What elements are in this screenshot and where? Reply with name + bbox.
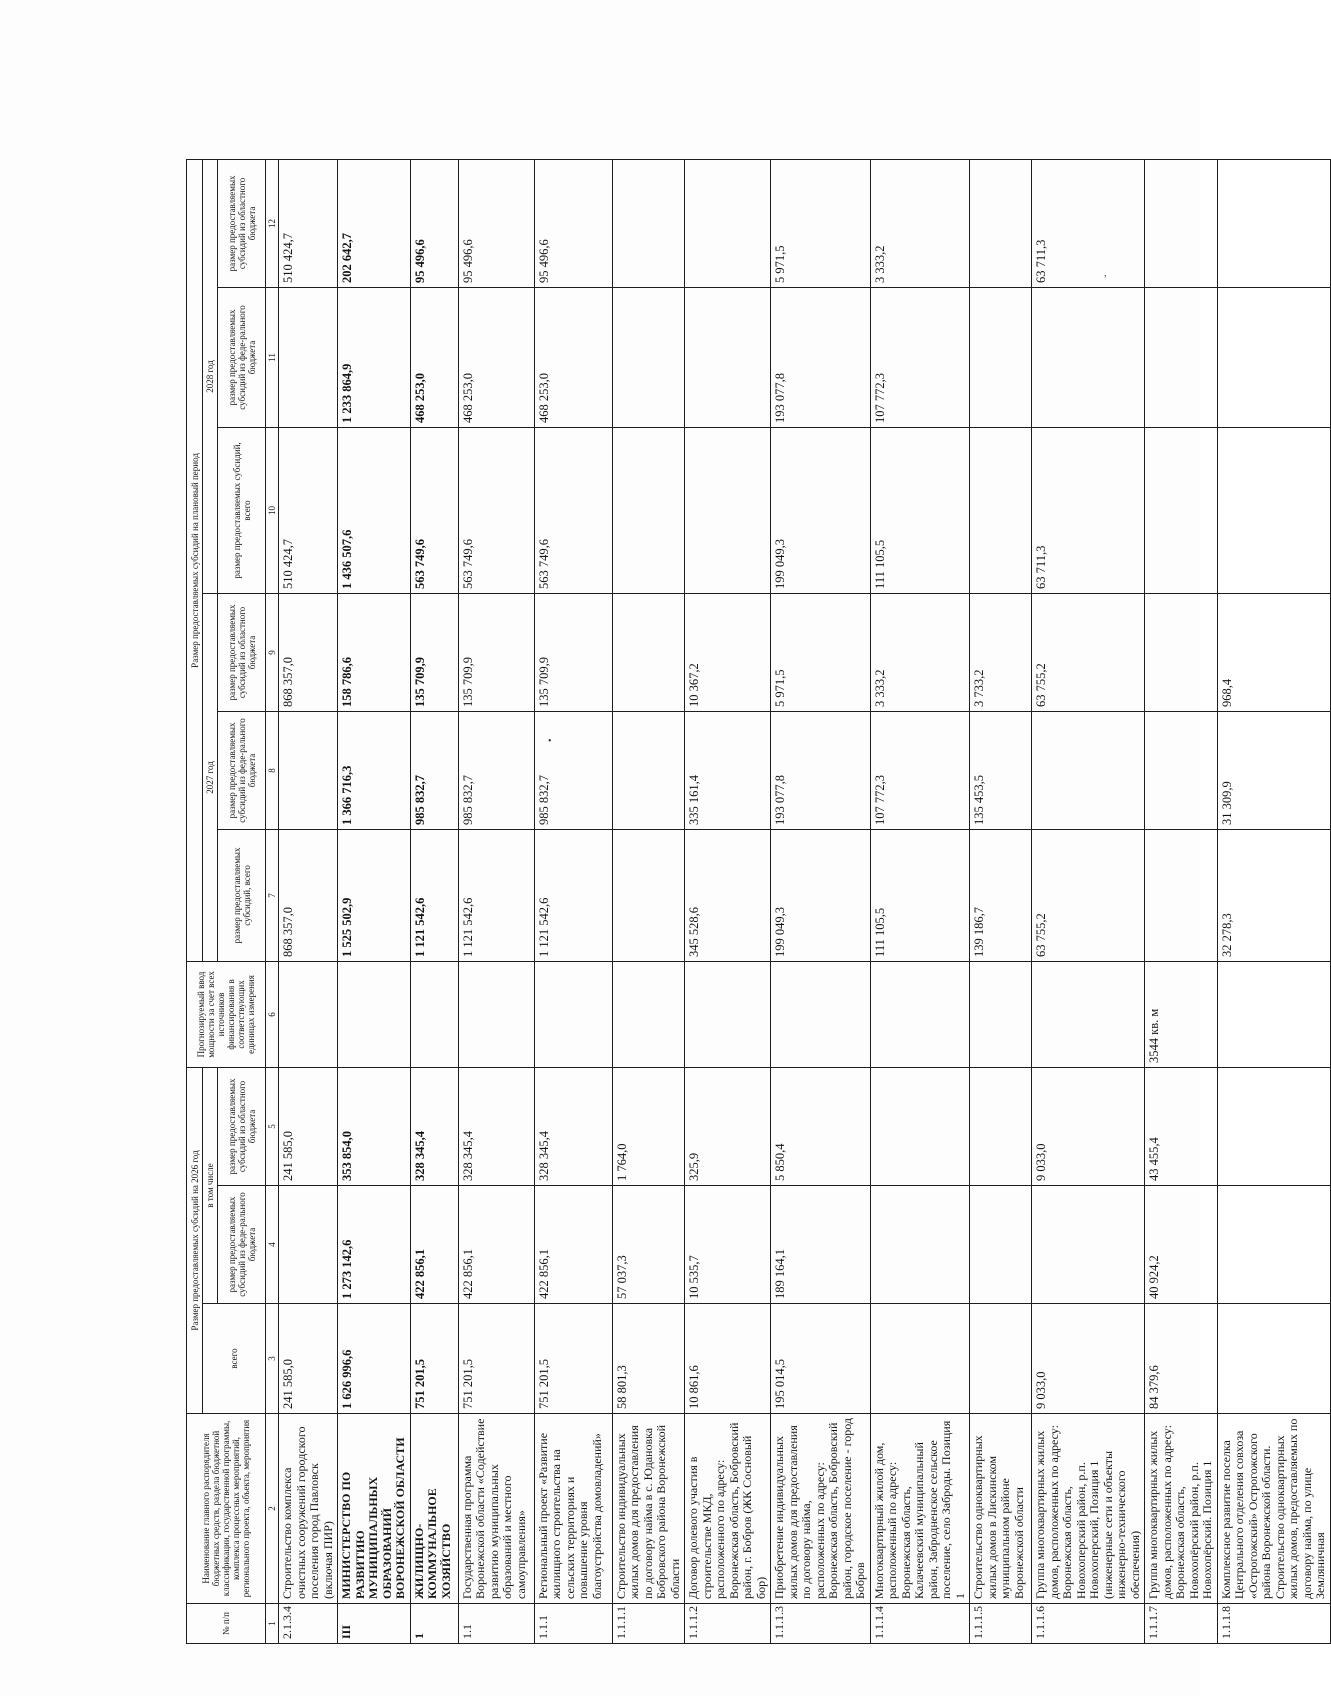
row-value: 5 971,5 <box>771 593 871 711</box>
row-value: 5 850,4 <box>771 1067 871 1185</box>
row-value: 345 528,6 <box>685 829 771 961</box>
row-value <box>279 961 338 1067</box>
row-value <box>612 711 685 829</box>
row-code: 1.1.1.6 <box>1032 1604 1145 1644</box>
row-value: 43 455,4 <box>1145 1067 1218 1185</box>
row-value <box>970 427 1032 593</box>
row-value <box>970 1067 1032 1185</box>
row-name: МИНИСТЕРСТВО ПО РАЗВИТИЮ МУНИЦИПАЛЬНЫХ ОБРАЗОВАНИЙ ВОРОНЕЖСКОЙ ОБЛАСТИ <box>338 1414 411 1604</box>
header-2026-fed: размер предоставляемых субсидий из феде-рального бюджета <box>218 1186 266 1304</box>
row-value: 63 711,3 <box>1032 159 1145 287</box>
row-value <box>970 1304 1032 1414</box>
row-code: III <box>338 1604 411 1644</box>
col-number: 6 <box>266 961 279 1067</box>
row-value: 9 033,0 <box>1032 1067 1145 1185</box>
row-value: 1 273 142,6 <box>338 1186 411 1304</box>
row-value <box>1145 711 1218 829</box>
row-value: 751 201,5 <box>534 1304 612 1414</box>
row-value <box>1217 1304 1330 1414</box>
header-plan-period: Размер предоставляемых субсидий на плановый период <box>187 159 203 961</box>
row-value: 9 033,0 <box>1032 1304 1145 1414</box>
row-value: 58 801,3 <box>612 1304 685 1414</box>
row-code: 1.1.1.4 <box>870 1604 970 1644</box>
row-value <box>870 1067 970 1185</box>
row-value: 1 626 996,6 <box>338 1304 411 1414</box>
row-name: Строительство индивидуальных жилых домов для предоставления по договору найма в с. Юдановка Бобровского района Воронежской области <box>612 1414 685 1604</box>
row-value <box>685 159 771 287</box>
row-value <box>279 711 338 829</box>
header-name: Наименование главного распорядителя бюджетных средств, раздела бюджетной классификации, государственной программы, комплекса процессных мероприятий, регионального проекта, объекта, мероприятия <box>187 1414 266 1604</box>
row-value: 193 077,8 <box>771 287 871 427</box>
row-value: 1 436 507,6 <box>338 427 411 593</box>
row-value: 422 856,1 <box>410 1186 458 1304</box>
col-number: 12 <box>266 159 279 287</box>
row-value: 31 309,9 <box>1217 711 1330 829</box>
row-value <box>279 287 338 427</box>
row-value: 57 037,3 <box>612 1186 685 1304</box>
row-value: 3544 кв. м <box>1145 961 1218 1067</box>
row-value: 3 333,2 <box>870 593 970 711</box>
row-value: 1 121 542,6 <box>458 829 534 961</box>
row-value: 189 164,1 <box>771 1186 871 1304</box>
row-value <box>771 961 871 1067</box>
header-2028-reg: размер предоставляемых субсидий из областного бюджета <box>218 159 266 287</box>
row-value: 241 585,0 <box>279 1067 338 1185</box>
table-row <box>1217 159 1330 1643</box>
row-value <box>410 961 458 1067</box>
row-code: 1.1.1.3 <box>771 1604 871 1644</box>
col-number: 4 <box>266 1186 279 1304</box>
row-value: 751 201,5 <box>458 1304 534 1414</box>
table-row <box>771 159 871 1643</box>
row-value: 84 379,6 <box>1145 1304 1218 1414</box>
header-num: № п/п <box>187 1604 266 1644</box>
row-value <box>458 961 534 1067</box>
row-value: 328 345,4 <box>410 1067 458 1185</box>
row-value: 468 253,0 <box>534 287 612 427</box>
row-value: 202 642,7 <box>338 159 411 287</box>
row-value: 1 525 502,9 <box>338 829 411 961</box>
row-value <box>1217 427 1330 593</box>
row-code: 1.1.1.8 <box>1217 1604 1330 1644</box>
row-code: 1.1.1.5 <box>970 1604 1032 1644</box>
table-row <box>612 159 685 1643</box>
row-value <box>870 961 970 1067</box>
row-value: 1 764,0 <box>612 1067 685 1185</box>
row-value: 563 749,6 <box>410 427 458 593</box>
row-value: 5 971,5 <box>771 159 871 287</box>
header-capacity: Прогнозируемый ввод мощности за счет всех источников финансирования в соответствующих единицах измерения <box>187 961 266 1067</box>
row-value: 135 709,9 <box>410 593 458 711</box>
row-value <box>970 159 1032 287</box>
row-value: 510 424,7 <box>279 159 338 287</box>
row-value: 107 772,3 <box>870 711 970 829</box>
row-value <box>1145 159 1218 287</box>
table-row <box>1032 159 1145 1643</box>
row-name: Группа многоквартирных жилых домов, расположенных по адресу: Воронежская область, Новохоперский район, р.п. Новохоперский, Позиция 1 (инженерные сети и объекты инженерно-технического обеспечения) <box>1032 1414 1145 1604</box>
subsidies-table <box>186 159 1331 1644</box>
row-value: 135 709,9 <box>534 593 612 711</box>
row-value: 468 253,0 <box>410 287 458 427</box>
row-value <box>534 961 612 1067</box>
row-value: 563 749,6 <box>458 427 534 593</box>
row-value <box>1032 961 1145 1067</box>
table-row <box>338 159 411 1643</box>
table-row <box>279 159 338 1643</box>
header-2027-reg: размер предоставляемых субсидий из областного бюджета <box>218 593 266 711</box>
row-value <box>1217 1067 1330 1185</box>
row-value <box>612 829 685 961</box>
row-name: Строительство комплекса очистных сооружений городского поселения город Павловск (включая ПИР) <box>279 1414 338 1604</box>
row-name: Договор долевого участия в строительстве МКД, расположенного по адресу: Воронежская область, Бобровский район, г. Бобров (ЖК Сосновый бор) <box>685 1414 771 1604</box>
row-value <box>338 961 411 1067</box>
row-value <box>1217 159 1330 287</box>
row-value: 468 253,0 <box>458 287 534 427</box>
row-value: 868 357,0 <box>279 829 338 961</box>
table-row <box>534 159 612 1643</box>
row-value <box>1145 829 1218 961</box>
row-name: Государственная программа Воронежской области «Содействие развитию муниципальных образований и местного самоуправления» <box>458 1414 534 1604</box>
row-name: Комплексное развитие поселка Центрального отделения совхоза «Острогожский» Острогожского района Воронежской области. Строительство одноквартирных жилых домов, предоставляемых по договору найма, по улице Земляничная <box>1217 1414 1330 1604</box>
col-number: 3 <box>266 1304 279 1414</box>
col-number: 8 <box>266 711 279 829</box>
header-2028-total: размер предоставляемых субсидий, всего <box>218 427 266 593</box>
row-value: 195 014,5 <box>771 1304 871 1414</box>
row-value: 139 186,7 <box>970 829 1032 961</box>
row-code: 1.1 <box>458 1604 534 1644</box>
row-value: 985 832,7 <box>410 711 458 829</box>
header-2027: 2027 год <box>203 593 218 961</box>
row-value <box>1032 1186 1145 1304</box>
row-value: 335 161,4 <box>685 711 771 829</box>
row-value: 193 077,8 <box>771 711 871 829</box>
row-value: 135 709,9 <box>458 593 534 711</box>
row-value <box>870 1186 970 1304</box>
row-value: 199 049,3 <box>771 829 871 961</box>
row-value: 63 755,2 <box>1032 593 1145 711</box>
row-code: 1 <box>410 1604 458 1644</box>
row-value: 328 345,4 <box>458 1067 534 1185</box>
col-number: 11 <box>266 287 279 427</box>
row-name: Приобретение индивидуальных жилых домов для предоставления по договору найма, расположенных по адресу: Воронежская область, Бобровский район, городское поселение - город Бобров <box>771 1414 871 1604</box>
row-value: 422 856,1 <box>534 1186 612 1304</box>
row-value: 422 856,1 <box>458 1186 534 1304</box>
row-value: 968,4 <box>1217 593 1330 711</box>
header-2026: Размер предоставляемых субсидий на 2026 год <box>187 1067 203 1413</box>
row-value: 158 786,6 <box>338 593 411 711</box>
row-value: 563 749,6 <box>534 427 612 593</box>
row-value: 985 832,7 <box>458 711 534 829</box>
col-number: 7 <box>266 829 279 961</box>
header-2026-total: всего <box>203 1304 266 1414</box>
row-value: 63 711,3 <box>1032 427 1145 593</box>
row-value: 32 278,3 <box>1217 829 1330 961</box>
col-number: 2 <box>266 1414 279 1604</box>
row-value <box>612 961 685 1067</box>
row-value: 135 453,5 <box>970 711 1032 829</box>
header-2026-reg: размер предоставляемых субсидий из областного бюджета <box>218 1067 266 1185</box>
row-value <box>970 1186 1032 1304</box>
row-value: 353 854,0 <box>338 1067 411 1185</box>
row-name: ЖИЛИЩНО-КОММУНАЛЬНОЕ ХОЗЯЙСТВО <box>410 1414 458 1604</box>
row-value <box>1217 1186 1330 1304</box>
row-value: 1 121 542,6 <box>410 829 458 961</box>
table-row <box>1145 159 1218 1643</box>
header-2026-incl: в том числе <box>203 1067 218 1303</box>
table-row <box>685 159 771 1643</box>
row-value: 95 496,6 <box>534 159 612 287</box>
header-2028: 2028 год <box>203 159 218 593</box>
row-name: Многоквартирный жилой дом, расположенный по адресу: Воронежская область, Калачеевский муниципальный район, Забродненское сельское поселение, село Заброды. Позиция 1 <box>870 1414 970 1604</box>
scan-speck: • <box>548 736 552 747</box>
subsidies-table-sheet <box>186 160 1327 1644</box>
row-value <box>1217 961 1330 1067</box>
col-number: 10 <box>266 427 279 593</box>
row-value <box>279 1186 338 1304</box>
row-value <box>1032 711 1145 829</box>
row-value: 10 861,6 <box>685 1304 771 1414</box>
row-value <box>685 427 771 593</box>
row-value: 328 345,4 <box>534 1067 612 1185</box>
row-value <box>1145 287 1218 427</box>
row-code: 1.1.1.2 <box>685 1604 771 1644</box>
row-value <box>685 961 771 1067</box>
row-value: 10 367,2 <box>685 593 771 711</box>
col-number: 1 <box>266 1604 279 1644</box>
row-value <box>612 159 685 287</box>
row-value: 10 535,7 <box>685 1186 771 1304</box>
row-value: 751 201,5 <box>410 1304 458 1414</box>
scan-speck: , <box>1104 268 1107 279</box>
table-row <box>870 159 970 1643</box>
row-value: 510 424,7 <box>279 427 338 593</box>
row-value: 95 496,6 <box>458 159 534 287</box>
table-row <box>458 159 534 1643</box>
col-number: 9 <box>266 593 279 711</box>
row-value <box>685 287 771 427</box>
row-value: 3 733,2 <box>970 593 1032 711</box>
row-code: 1.1.1.1 <box>612 1604 685 1644</box>
row-value: 1 366 716,3 <box>338 711 411 829</box>
row-value: 1 121 542,6 <box>534 829 612 961</box>
row-value <box>612 593 685 711</box>
table-body <box>279 159 1331 1643</box>
row-value <box>970 961 1032 1067</box>
row-value: 40 924,2 <box>1145 1186 1218 1304</box>
row-value <box>1032 287 1145 427</box>
row-value: 325,9 <box>685 1067 771 1185</box>
row-code: 2.1.3.4 <box>279 1604 338 1644</box>
header-2027-fed: размер предоставляемых субсидий из феде-рального бюджета <box>218 711 266 829</box>
row-value <box>1145 593 1218 711</box>
row-name: Региональный проект «Развитие жилищного строительства на сельских территориях и повышение уровня благоустройства домовладений» <box>534 1414 612 1604</box>
row-value <box>612 287 685 427</box>
row-value <box>970 287 1032 427</box>
header-2027-total: размер предоставляемых субсидий, всего <box>218 829 266 961</box>
row-name: Группа многоквартирных жилых домов, расположенных по адресу: Воронежская область, Новохопёрский район, р.п. Новохопёрский. Позиция 1 <box>1145 1414 1218 1604</box>
header-column-numbers <box>266 159 279 1643</box>
row-value: 95 496,6 <box>410 159 458 287</box>
row-value: 1 233 864,9 <box>338 287 411 427</box>
row-value: 241 585,0 <box>279 1304 338 1414</box>
row-value: 985 832,7 <box>534 711 612 829</box>
header-2028-fed: размер предоставляемых субсидий из феде-рального бюджета <box>218 287 266 427</box>
table-row <box>410 159 458 1643</box>
row-value: 63 755,2 <box>1032 829 1145 961</box>
row-value <box>612 427 685 593</box>
row-value: 199 049,3 <box>771 427 871 593</box>
row-value <box>870 1304 970 1414</box>
col-number: 5 <box>266 1067 279 1185</box>
row-value <box>1145 427 1218 593</box>
row-value: 111 105,5 <box>870 829 970 961</box>
row-code: 1.1.1 <box>534 1604 612 1644</box>
row-value: 111 105,5 <box>870 427 970 593</box>
row-value: 3 333,2 <box>870 159 970 287</box>
row-value: 868 357,0 <box>279 593 338 711</box>
row-name: Строительство одноквартирных жилых домов в Лискинском муниципальном районе Воронежской области <box>970 1414 1032 1604</box>
row-code: 1.1.1.7 <box>1145 1604 1218 1644</box>
row-value <box>1217 287 1330 427</box>
row-value: 107 772,3 <box>870 287 970 427</box>
table-row <box>970 159 1032 1643</box>
